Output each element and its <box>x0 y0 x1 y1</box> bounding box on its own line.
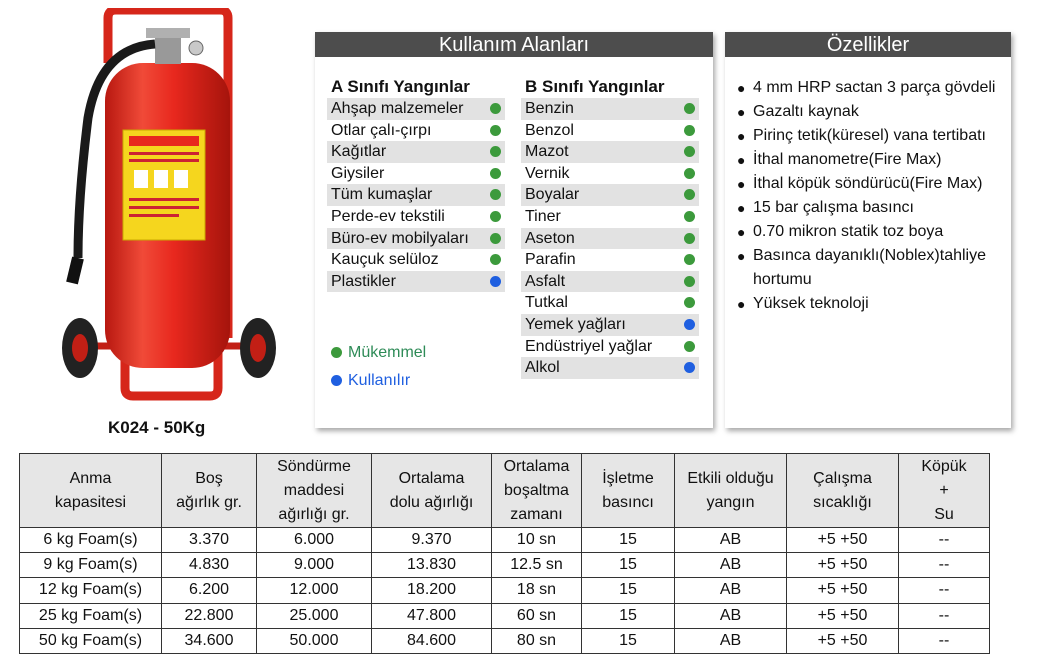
usage-item-label: Tiner <box>525 207 561 225</box>
legend-excellent <box>331 344 531 362</box>
spec-table-header <box>20 454 990 528</box>
usage-list-item <box>521 249 699 271</box>
bullet-icon: ● <box>737 176 746 192</box>
usage-item-label: Kağıtlar <box>331 143 387 161</box>
usage-list-item <box>327 98 505 120</box>
usage-item-label: Parafin <box>525 251 576 269</box>
feature-item <box>735 76 1005 100</box>
green-dot-icon <box>684 168 695 179</box>
usage-list-item <box>327 249 505 271</box>
table-cell: +5 +50 <box>787 578 899 603</box>
table-cell: 12.000 <box>257 578 372 603</box>
table-cell: 10 sn <box>492 528 582 553</box>
table-cell: 6 kg Foam(s) <box>20 528 162 553</box>
spec-column-header: Ortalama boşaltma zamanı <box>492 454 582 528</box>
green-dot-icon <box>490 125 501 136</box>
usage-list-item <box>521 271 699 293</box>
green-dot-icon <box>684 297 695 308</box>
fire-extinguisher-image <box>30 8 300 413</box>
feature-item <box>735 100 1005 124</box>
usage-panel-title: Kullanım Alanları <box>315 32 713 57</box>
feature-text: 0.70 mikron statik toz boya <box>753 223 944 240</box>
usage-item-label: Tutkal <box>525 294 568 312</box>
bullet-icon: ● <box>737 128 746 144</box>
table-cell: 9.000 <box>257 553 372 578</box>
spec-column-header: Etkili olduğu yangın <box>675 454 787 528</box>
spec-column-header: Boş ağırlık gr. <box>162 454 257 528</box>
table-cell: 15 <box>582 528 675 553</box>
usage-item-label: Kauçuk selüloz <box>331 251 439 269</box>
usage-item-label: Endüstriyel yağlar <box>525 337 653 355</box>
feature-item <box>735 292 1005 316</box>
spec-column-header: İşletme basıncı <box>582 454 675 528</box>
usage-list-item <box>521 206 699 228</box>
table-cell: -- <box>899 528 990 553</box>
table-cell: AB <box>675 528 787 553</box>
green-dot-icon <box>684 146 695 157</box>
green-dot-icon <box>490 233 501 244</box>
table-cell: +5 +50 <box>787 553 899 578</box>
table-cell: -- <box>899 628 990 653</box>
usage-list-item <box>521 120 699 142</box>
usage-list-item <box>521 336 699 358</box>
green-dot-icon <box>490 146 501 157</box>
green-dot-icon <box>490 211 501 222</box>
legend-usable-label: Kullanılır <box>348 372 411 389</box>
feature-item <box>735 220 1005 244</box>
usage-item-label: Ahşap malzemeler <box>331 100 464 117</box>
green-dot-icon <box>684 211 695 222</box>
usage-list-item <box>521 163 699 185</box>
table-cell: 80 sn <box>492 628 582 653</box>
usage-list-item <box>327 120 505 142</box>
usage-list-item <box>521 292 699 314</box>
table-cell: 50 kg Foam(s) <box>20 628 162 653</box>
usage-list-item <box>521 357 699 379</box>
usage-list-item <box>327 184 505 206</box>
bullet-icon: ● <box>737 152 746 168</box>
feature-text: 15 bar çalışma basıncı <box>753 199 914 216</box>
feature-item <box>735 172 1005 196</box>
table-row <box>20 553 990 578</box>
green-dot-icon <box>331 347 342 358</box>
feature-text: Gazaltı kaynak <box>753 103 859 120</box>
table-cell: 84.600 <box>372 628 492 653</box>
table-row <box>20 603 990 628</box>
green-dot-icon <box>684 233 695 244</box>
green-dot-icon <box>490 189 501 200</box>
green-dot-icon <box>684 189 695 200</box>
bullet-icon: ● <box>737 224 746 240</box>
feature-item <box>735 196 1005 220</box>
usage-list-item <box>521 184 699 206</box>
table-cell: 12 kg Foam(s) <box>20 578 162 603</box>
table-row <box>20 578 990 603</box>
blue-dot-icon <box>684 362 695 373</box>
table-cell: AB <box>675 603 787 628</box>
table-cell: +5 +50 <box>787 628 899 653</box>
table-cell: 15 <box>582 553 675 578</box>
blue-dot-icon <box>684 319 695 330</box>
table-cell: AB <box>675 578 787 603</box>
class-b-list <box>521 98 699 379</box>
feature-text: İthal manometre(Fire Max) <box>753 151 942 168</box>
table-cell: +5 +50 <box>787 528 899 553</box>
legend-usable <box>331 372 531 390</box>
usage-item-label: Otlar çalı-çırpı <box>331 121 432 139</box>
spec-column-header: Köpük + Su <box>899 454 990 528</box>
table-cell: AB <box>675 628 787 653</box>
spec-column-header: Söndürme maddesi ağırlığı gr. <box>257 454 372 528</box>
table-cell: +5 +50 <box>787 603 899 628</box>
features-panel-title: Özellikler <box>725 32 1011 57</box>
usage-list-item <box>521 141 699 163</box>
feature-item <box>735 124 1005 148</box>
features-list <box>735 76 1005 316</box>
usage-list-item <box>521 314 699 336</box>
usage-item-label: Mazot <box>525 143 569 161</box>
table-cell: 15 <box>582 603 675 628</box>
table-cell: 12.5 sn <box>492 553 582 578</box>
bullet-icon: ● <box>737 104 746 120</box>
green-dot-icon <box>684 103 695 114</box>
legend-excellent-label: Mükemmel <box>348 344 427 361</box>
spec-column-header: Ortalama dolu ağırlığı <box>372 454 492 528</box>
table-cell: -- <box>899 578 990 603</box>
feature-text: Basınca dayanıklı(Noblex)tahliye hortumu <box>753 247 987 288</box>
usage-list-item <box>521 228 699 250</box>
table-cell: 18 sn <box>492 578 582 603</box>
table-cell: 47.800 <box>372 603 492 628</box>
usage-item-label: Tüm kumaşlar <box>331 186 433 204</box>
table-cell: 22.800 <box>162 603 257 628</box>
usage-list-item <box>521 98 699 120</box>
green-dot-icon <box>490 168 501 179</box>
table-cell: 18.200 <box>372 578 492 603</box>
green-dot-icon <box>490 103 501 114</box>
class-a-title: A Sınıfı Yangınlar <box>331 77 470 96</box>
table-cell: 9.370 <box>372 528 492 553</box>
feature-text: Pirinç tetik(küresel) vana tertibatı <box>753 127 986 144</box>
green-dot-icon <box>490 254 501 265</box>
table-cell: 6.000 <box>257 528 372 553</box>
feature-text: Yüksek teknoloji <box>753 295 869 312</box>
usage-item-label: Boyalar <box>525 186 580 204</box>
usage-list-item <box>327 206 505 228</box>
product-caption: K024 - 50Kg <box>108 418 206 437</box>
table-row <box>20 528 990 553</box>
usage-item-label: Yemek yağları <box>525 315 626 333</box>
features-panel <box>725 32 1011 428</box>
bullet-icon: ● <box>737 296 746 312</box>
table-cell: 34.600 <box>162 628 257 653</box>
table-cell: 25 kg Foam(s) <box>20 603 162 628</box>
green-dot-icon <box>684 276 695 287</box>
table-cell: 9 kg Foam(s) <box>20 553 162 578</box>
green-dot-icon <box>684 125 695 136</box>
green-dot-icon <box>684 254 695 265</box>
spec-table-body <box>20 528 990 654</box>
usage-item-label: Giysiler <box>331 164 385 182</box>
table-cell: 13.830 <box>372 553 492 578</box>
usage-item-label: Benzol <box>525 121 574 139</box>
usage-item-label: Aseton <box>525 229 575 247</box>
class-b-title: B Sınıfı Yangınlar <box>525 77 665 96</box>
table-cell: AB <box>675 553 787 578</box>
class-b-column <box>521 76 699 379</box>
table-cell: 15 <box>582 628 675 653</box>
green-dot-icon <box>684 341 695 352</box>
feature-text: 4 mm HRP sactan 3 parça gövdeli <box>753 79 996 96</box>
spec-column-header: Çalışma sıcaklığı <box>787 454 899 528</box>
table-cell: 4.830 <box>162 553 257 578</box>
feature-item <box>735 244 1005 292</box>
blue-dot-icon <box>331 375 342 386</box>
usage-item-label: Perde-ev tekstili <box>331 207 445 225</box>
usage-item-label: Asfalt <box>525 272 566 290</box>
usage-item-label: Vernik <box>525 164 570 182</box>
usage-item-label: Benzin <box>525 100 574 117</box>
class-a-column <box>327 76 505 292</box>
usage-item-label: Plastikler <box>331 272 396 290</box>
spec-column-header: Anma kapasitesi <box>20 454 162 528</box>
usage-list-item <box>327 228 505 250</box>
feature-item <box>735 148 1005 172</box>
bullet-icon: ● <box>737 248 746 264</box>
table-cell: 3.370 <box>162 528 257 553</box>
table-cell: 6.200 <box>162 578 257 603</box>
table-cell: -- <box>899 553 990 578</box>
feature-text: İthal köpük söndürücü(Fire Max) <box>753 175 983 192</box>
blue-dot-icon <box>490 276 501 287</box>
usage-item-label: Büro-ev mobilyaları <box>331 229 469 247</box>
spec-table <box>19 453 990 654</box>
bullet-icon: ● <box>737 200 746 216</box>
table-cell: 50.000 <box>257 628 372 653</box>
table-row <box>20 628 990 653</box>
usage-list-item <box>327 271 505 293</box>
table-cell: -- <box>899 603 990 628</box>
bullet-icon: ● <box>737 80 746 96</box>
usage-list-item <box>327 141 505 163</box>
usage-list-item <box>327 163 505 185</box>
class-a-list <box>327 98 505 292</box>
table-cell: 25.000 <box>257 603 372 628</box>
table-cell: 60 sn <box>492 603 582 628</box>
usage-item-label: Alkol <box>525 359 560 377</box>
table-cell: 15 <box>582 578 675 603</box>
usage-panel <box>315 32 713 428</box>
